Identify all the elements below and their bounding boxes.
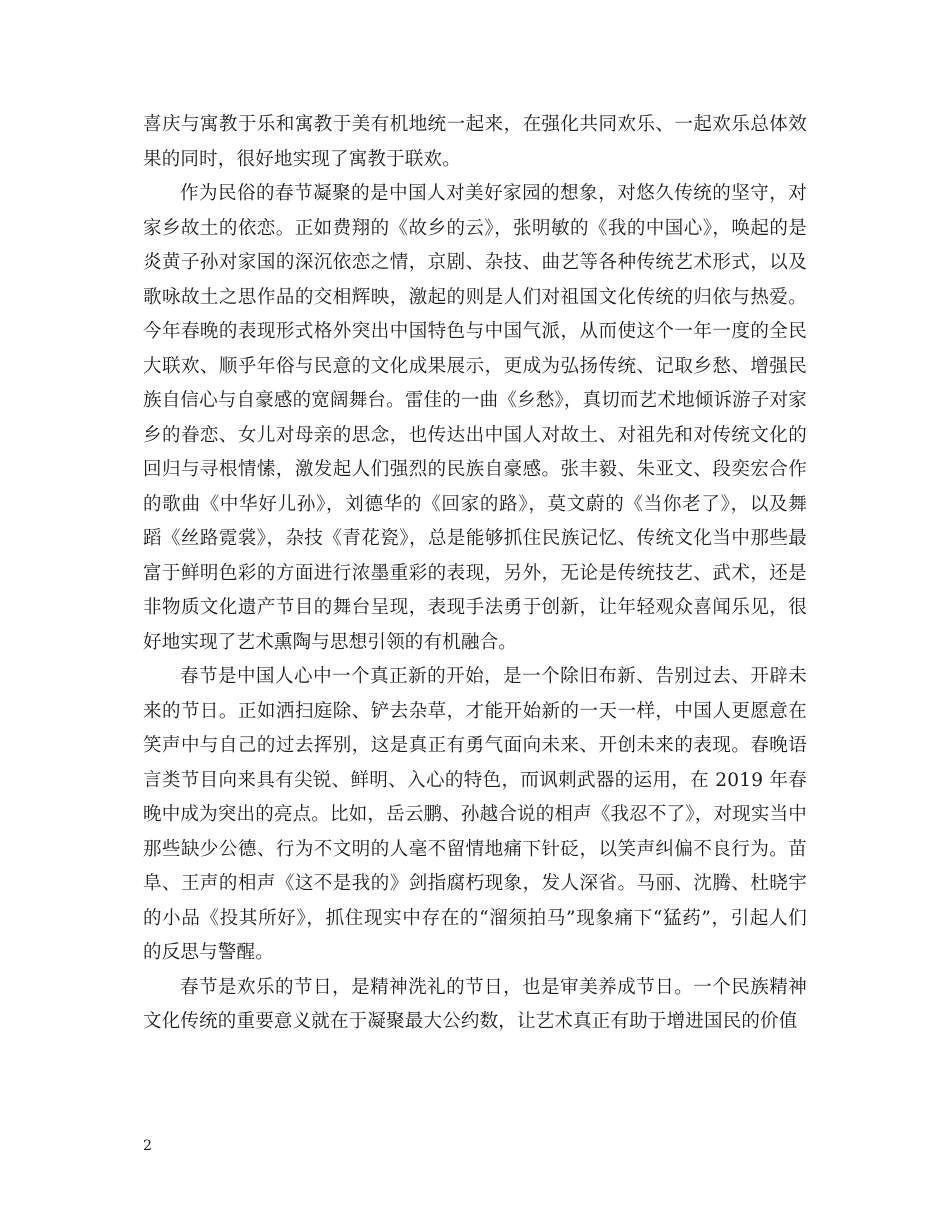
body-text — [143, 108, 807, 1040]
paragraph-folk-culture: 作为民俗的春节凝聚的是中国人对美好家园的想象，对悠久传统的坚守，对家乡故土的依恋。正如费翔的《故乡的云》，张明敏的《我的中国心》，唤起的是炎黄子孙对家国的深沉依恋之情，京剧、杂技、曲艺等各种传统艺术形式，以及歌咏故土之思作品的交相辉映，激起的则是人们对祖国文化传统的归依与热爱。今年春晚的表现形式格外突出中国特色与中国气派，从而使这个一年一度的全民大联欢、顺乎年俗与民意的文化成果展示，更成为弘扬传统、记取乡愁、增强民族自信心与自豪感的宽阔舞台。雷佳的一曲《乡愁》，真切而艺术地倾诉游子对家乡的眷恋、女儿对母亲的思念，也传达出中国人对故土、对祖先和对传统文化的回归与寻根情愫，激发起人们强烈的民族自豪感。张丰毅、朱亚文、段奕宏合作的歌曲《中华好儿孙》，刘德华的《回家的路》，莫文蔚的《当你老了》，以及舞蹈《丝路霓裳》，杂技《青花瓷》，总是能够抓住民族记忆、传统文化当中那些最富于鲜明色彩的方面进行浓墨重彩的表现，另外，无论是传统技艺、武术，还是非物质文化遗产节目的舞台呈现，表现手法勇于创新，让年轻观众喜闻乐见，很好地实现了艺术熏陶与思想引领的有机融合。 — [143, 183, 807, 653]
paragraph-continuation: 喜庆与寓教于乐和寓教于美有机地统一起来，在强化共同欢乐、一起欢乐总体效果的同时，很好地实现了寓教于联欢。 — [143, 114, 807, 170]
page-number: 2 — [143, 1138, 152, 1154]
paragraph-new-beginning: 春节是中国人心中一个真正新的开始，是一个除旧布新、告别过去、开辟未来的节日。正如洒扫庭除、铲去杂草，才能开始新的一天一样，中国人更愿意在笑声中与自己的过去挥别，这是真正有勇气面向未来、开创未来的表现。春晚语言类节目向来具有尖锐、鲜明、入心的特色，而讽刺武器的运用，在 2019 年春晚中成为突出的亮点。比如，岳云鹏、孙越合说的相声《我忍不了》，对现实当中那些缺少公德、行为不文明的人毫不留情地痛下针砭，以笑声纠偏不良行为。苗阜、王声的相声《这不是我的》剑指腐朽现象，发人深省。马丽、沈腾、杜晓宇的小品《投其所好》，抓住现实中存在的“溜须拍马”现象痛下“猛药”，引起人们的反思与警醒。 — [143, 666, 807, 963]
paragraph-aesthetic: 春节是欢乐的节日，是精神洗礼的节日，也是审美养成节日。一个民族精神文化传统的重要意义就在于凝聚最大公约数，让艺术真正有助于增进国民的价值 — [143, 976, 807, 1032]
